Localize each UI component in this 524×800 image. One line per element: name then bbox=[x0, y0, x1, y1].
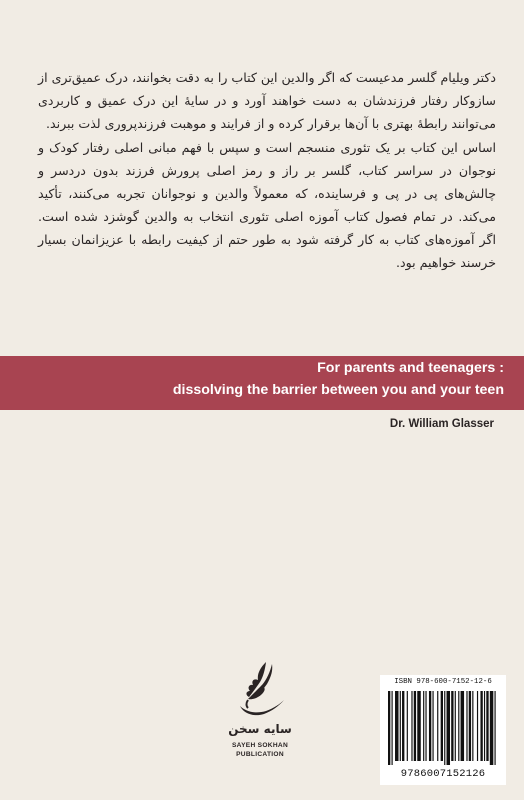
english-title-line-1: For parents and teenagers : bbox=[317, 360, 504, 376]
blurb-text bbox=[38, 66, 496, 274]
english-title-line-2: dissolving the barrier between you and your teen bbox=[172, 382, 504, 398]
barcode-number: 9786007152126 bbox=[400, 768, 486, 780]
publisher-name-english: SAYEH SOKHAN bbox=[231, 742, 289, 749]
isbn-label: ISBN 978-600-7152-12-6 bbox=[394, 678, 492, 686]
publisher-name-persian: سایه سخن bbox=[228, 722, 292, 736]
publisher-subtitle-english: PUBLICATION bbox=[236, 751, 284, 758]
feather-quill-icon bbox=[232, 660, 288, 720]
title-band bbox=[0, 356, 524, 410]
blurb-paragraph-2: اساس این کتاب بر یک تئوری منسجم است و سپس با فهم مبانی اصلی رفتار کودک و نوجوان در سراسر کتاب، گلسر بر راز و رمز اصلی پرورش فرزند بدون دردسر و چالش‌های پی در پی و فرساینده، که معمولاً والدین و نوجوانان تجربه می‌کنند، تأکید می‌کند. در تمام فصول کتاب آموزه اصلی تئوری انتخاب به والدین گوشزد شده است. اگر آموزه‌های کتاب به کار گرفته شود به طور حتم از کیفیت رابطه با عزیزانمان بسیار خرسند خواهیم بود. bbox=[38, 140, 496, 270]
isbn-barcode-block bbox=[380, 675, 506, 785]
author-name: Dr. William Glasser bbox=[389, 418, 494, 430]
publisher-logo bbox=[218, 660, 302, 784]
blurb-paragraph-1: دکتر ویلیام گلسر مدعیست که اگر والدین این کتاب را به دقت بخوانند، درک عمیق‌تری از سازوکار رفتار فرزندشان به دست خواهند آورد و در سایهٔ این درک عمیق و کاربردی می‌توانند رابطهٔ بهتری با آن‌ها برقرار کرده و از فرایند و موهبت فرزندپروری لذت ببرند. bbox=[37, 70, 496, 131]
barcode bbox=[387, 691, 499, 765]
